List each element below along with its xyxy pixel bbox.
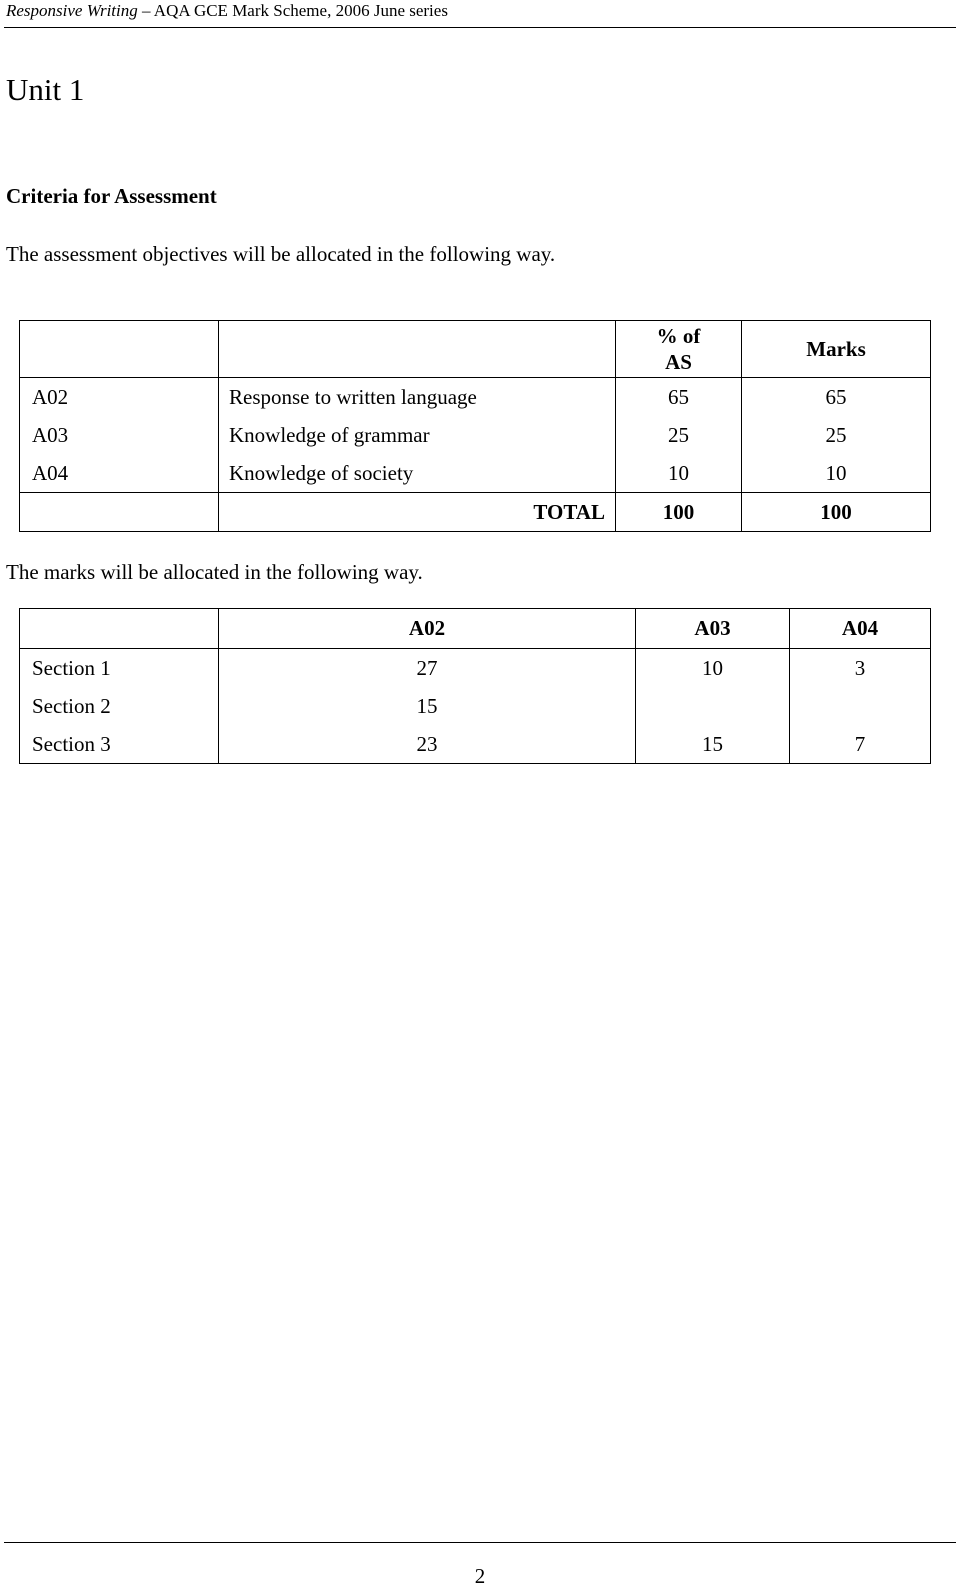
section-a02-marks: 23 [416, 731, 438, 756]
total-cell-empty [20, 493, 219, 532]
objective-code: A04 [20, 454, 219, 493]
section-a02-marks: 15 [416, 693, 438, 718]
running-header-subtitle: – AQA GCE Mark Scheme, 2006 June series [137, 1, 448, 20]
objective-percent: 25 [616, 416, 742, 454]
objective-marks: 10 [742, 454, 931, 493]
header-a02: A02 [219, 609, 636, 649]
section-heading: Criteria for Assessment [6, 184, 217, 208]
total-row [20, 493, 931, 532]
section-a04-marks: 3 [790, 649, 931, 688]
table-row [20, 416, 931, 454]
objective-description: Knowledge of grammar [229, 422, 430, 447]
section-label: Section 3 [20, 725, 219, 764]
header-cell-empty [20, 321, 219, 378]
section-a04-marks [790, 687, 931, 725]
objective-code: A03 [20, 416, 219, 454]
section-label: Section 2 [20, 687, 219, 725]
header-as-label: AS [665, 350, 692, 374]
header-a04: A04 [790, 609, 931, 649]
objective-marks: 25 [742, 416, 931, 454]
total-label: TOTAL [219, 493, 616, 532]
marks-table-header [20, 609, 931, 649]
objective-marks: 65 [742, 378, 931, 417]
page-number: 2 [474, 1564, 486, 1588]
section-a02-marks: 27 [416, 655, 438, 680]
section-a04-marks: 7 [790, 725, 931, 764]
objective-description: Response to written language [229, 384, 477, 409]
marks-intro-paragraph: The marks will be allocated in the following way. [6, 560, 423, 584]
table-row [20, 687, 931, 725]
total-percent: 100 [616, 493, 742, 532]
header-percent-label: % of [656, 324, 701, 348]
objective-code: A02 [20, 378, 219, 417]
running-header [6, 0, 448, 22]
table-row [20, 454, 931, 493]
table-row [20, 378, 931, 417]
page-title: Unit 1 [6, 72, 85, 107]
footer-rule [4, 1542, 956, 1543]
marks-table [19, 608, 931, 764]
objectives-table [19, 320, 931, 532]
section-a03-marks: 15 [636, 725, 790, 764]
objective-percent: 65 [616, 378, 742, 417]
intro-paragraph: The assessment objectives will be allocated in the following way. [6, 242, 556, 266]
section-label: Section 1 [20, 649, 219, 688]
section-a03-marks: 10 [636, 649, 790, 688]
header-rule [4, 27, 956, 28]
total-marks: 100 [742, 493, 931, 532]
section-a03-marks [636, 687, 790, 725]
header-percent-as [616, 321, 742, 378]
objectives-table-header [20, 321, 931, 378]
header-marks: Marks [742, 321, 931, 378]
table-row [20, 725, 931, 764]
objective-percent: 10 [616, 454, 742, 493]
header-a03: A03 [636, 609, 790, 649]
header-cell-empty [20, 609, 219, 649]
running-header-title: Responsive Writing [6, 1, 138, 20]
header-cell-empty [219, 321, 616, 378]
table-row [20, 649, 931, 688]
objective-description: Knowledge of society [229, 460, 414, 485]
